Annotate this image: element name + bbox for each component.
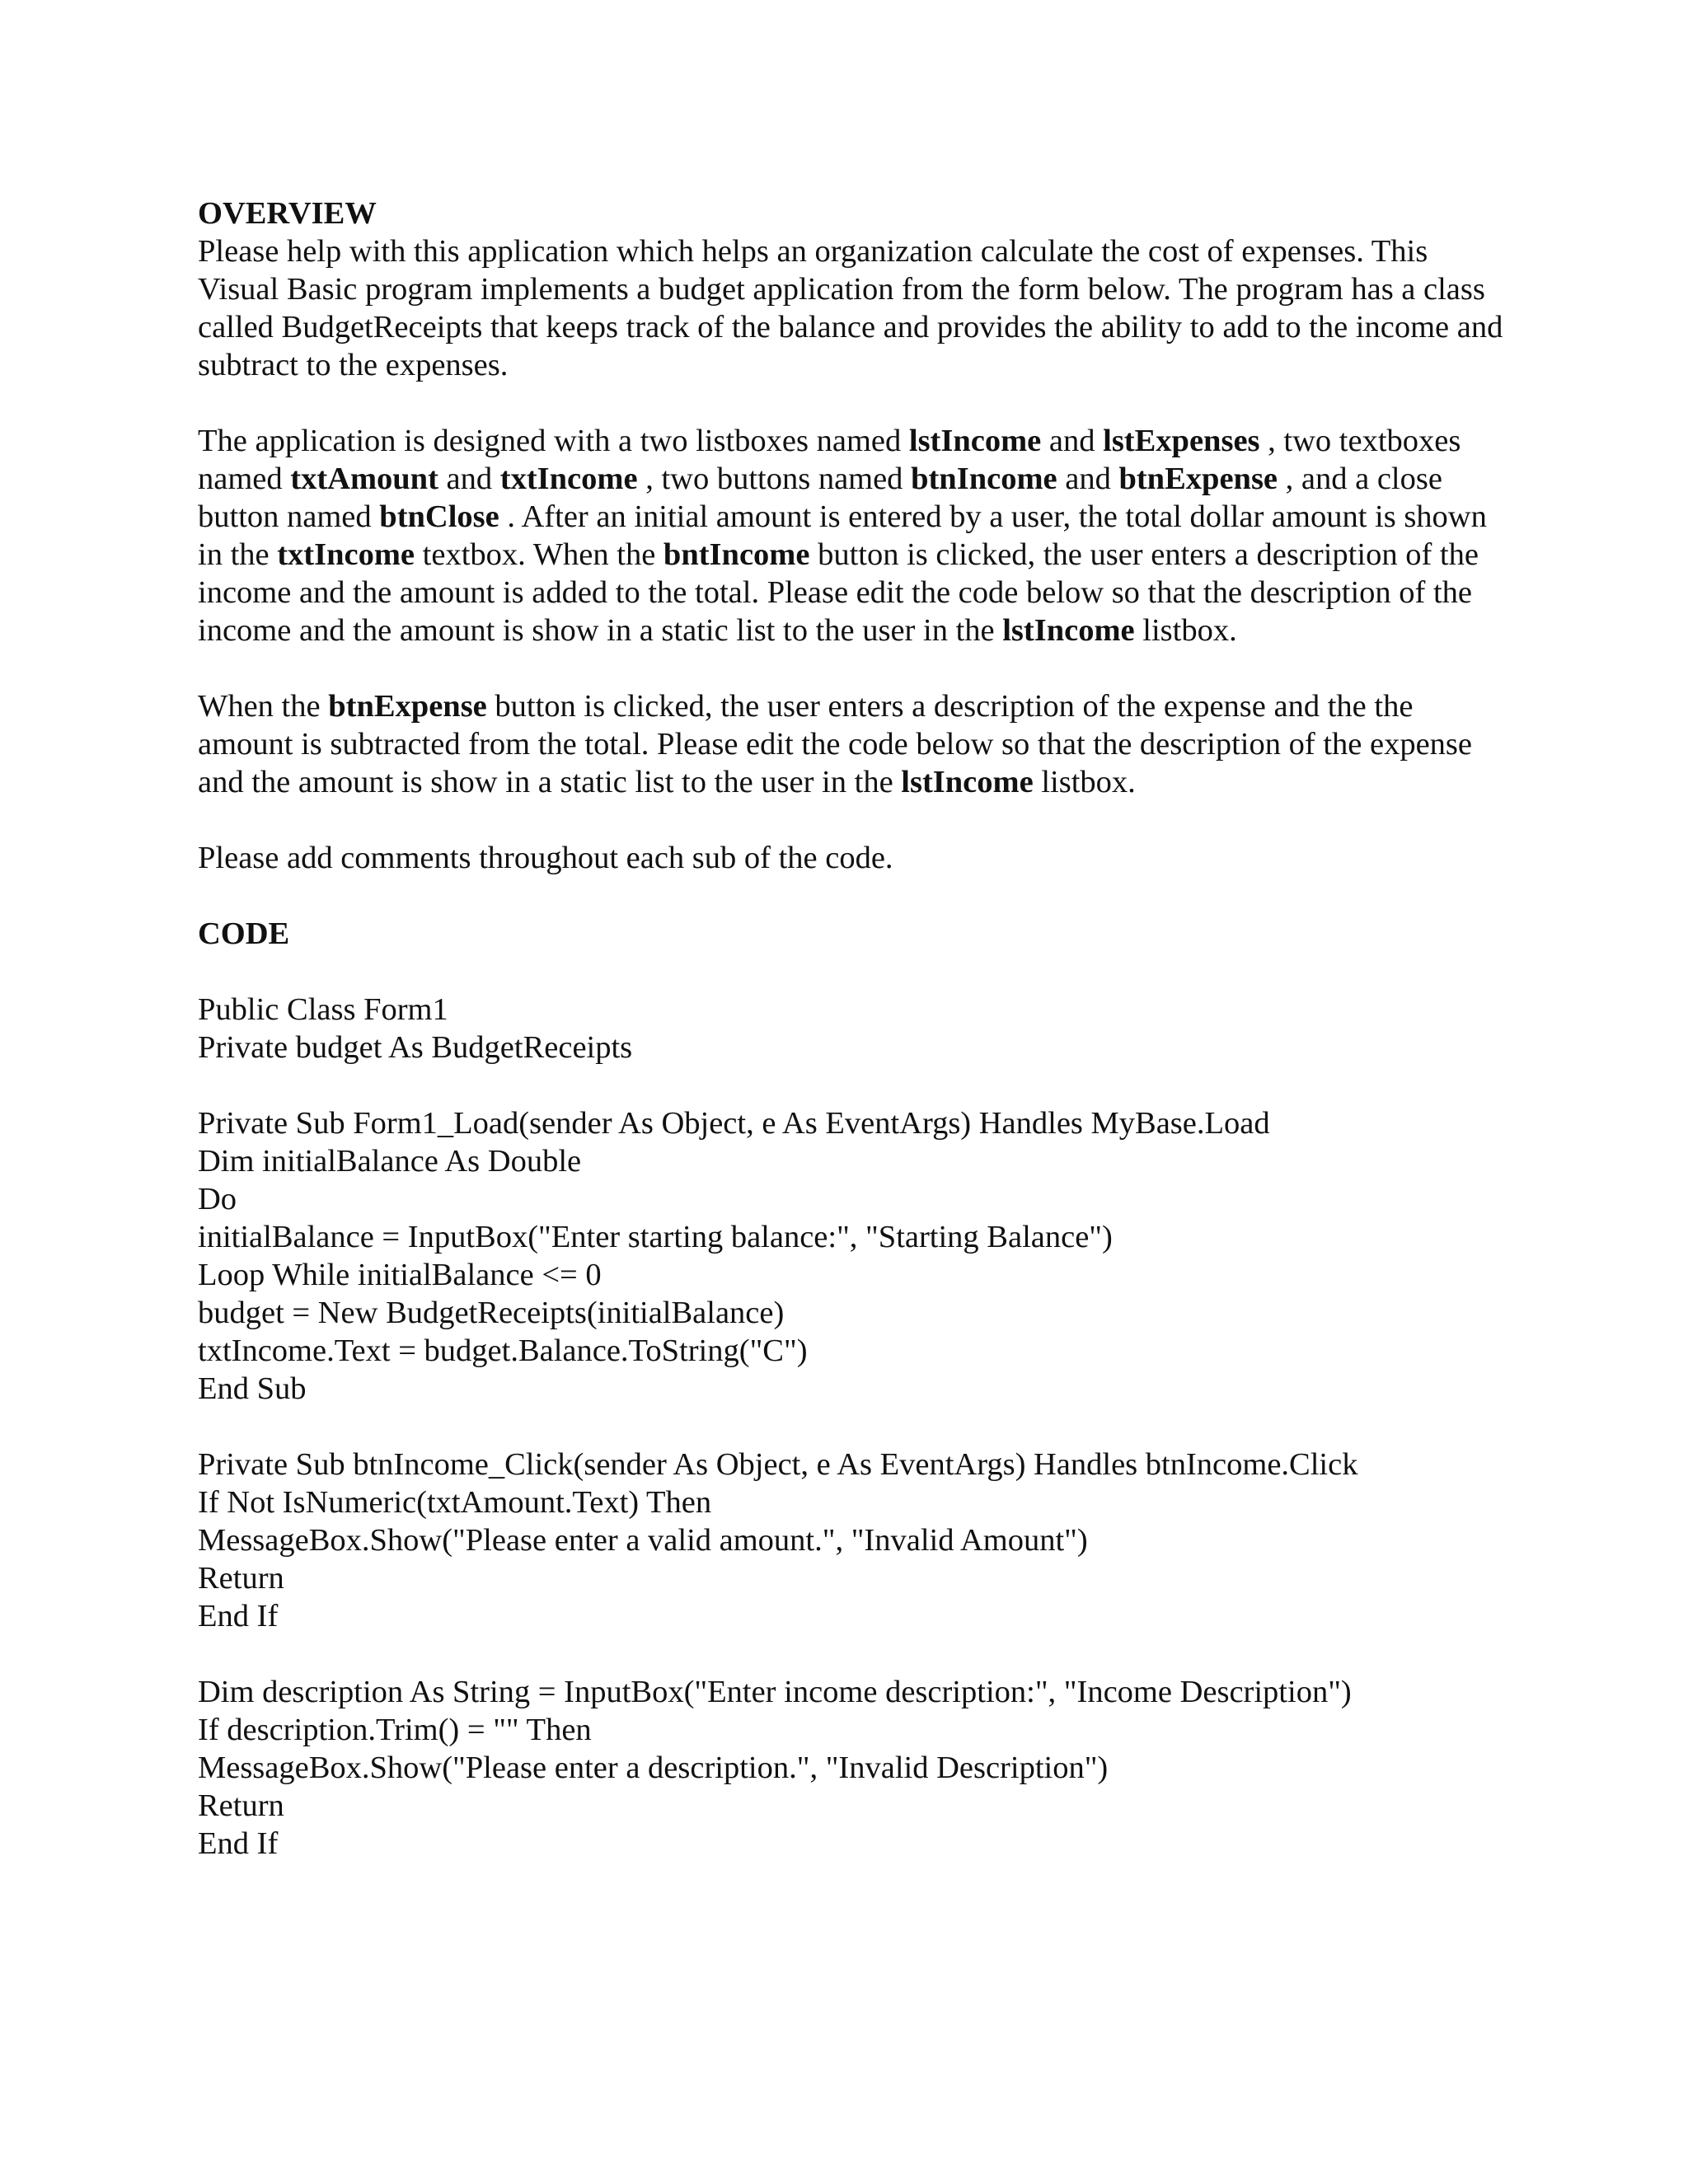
text-run: listbox. [1033, 765, 1136, 799]
text-run: listbox. [1134, 613, 1237, 648]
text-run: The application is designed with a two listboxes named [198, 424, 909, 458]
bold-term: btnIncome [911, 462, 1057, 496]
code-line: End If [198, 1599, 279, 1633]
bold-term: lstIncome [901, 765, 1034, 799]
bold-term: btnExpense [1118, 462, 1278, 496]
code-line: End If [198, 1826, 279, 1861]
code-line: End Sub [198, 1371, 307, 1406]
bold-term: lstIncome [908, 424, 1042, 458]
text-run: and [438, 462, 500, 496]
bold-term: btnClose [379, 499, 499, 534]
text-run: and [1041, 424, 1104, 458]
bold-term: txtAmount [290, 462, 438, 496]
text-run: . After an initial amount is entered by a user, the total dollar amount is shown in the [198, 499, 1487, 572]
code-line: initialBalance = InputBox("Enter starting balance:", "Starting Balance") [198, 1220, 1113, 1254]
code-block-form-load [198, 1104, 1508, 1408]
code-line: Dim description As String = InputBox("Enter income description:", "Income Description") [198, 1675, 1352, 1709]
code-line: If Not IsNumeric(txtAmount.Text) Then [198, 1485, 712, 1520]
text-run: textbox. When the [415, 537, 663, 572]
code-line: budget = New BudgetReceipts(initialBalance) [198, 1296, 785, 1330]
code-line: Private budget As BudgetReceipts [198, 1030, 633, 1065]
code-line: Private Sub Form1_Load(sender As Object, e As EventArgs) Handles MyBase.Load [198, 1106, 1270, 1141]
document-page [198, 194, 1508, 1900]
code-line: If description.Trim() = "" Then [198, 1713, 592, 1747]
bold-term: bntIncome [663, 537, 810, 572]
overview-heading: OVERVIEW [198, 196, 377, 231]
code-line: Dim initialBalance As Double [198, 1144, 582, 1179]
code-line: MessageBox.Show("Please enter a valid amount.", "Invalid Amount") [198, 1523, 1088, 1558]
code-line: Return [198, 1561, 284, 1596]
code-line: Return [198, 1788, 284, 1823]
code-line: txtIncome.Text = budget.Balance.ToString("C") [198, 1333, 808, 1368]
overview-paragraph-3 [198, 687, 1508, 801]
text-run: and [1057, 462, 1119, 496]
code-block-description [198, 1673, 1508, 1863]
code-block-class-header [198, 991, 1508, 1066]
text-run: , two textboxes named [198, 424, 1461, 496]
bold-term: lstIncome [1002, 613, 1135, 648]
code-line: MessageBox.Show("Please enter a description.", "Invalid Description") [198, 1750, 1109, 1785]
text-run: , and a close button named [198, 462, 1442, 534]
bold-term: txtIncome [277, 537, 415, 572]
code-heading: CODE [198, 916, 290, 951]
code-line: Public Class Form1 [198, 992, 448, 1027]
overview-paragraph-2 [198, 422, 1508, 649]
bold-term: btnExpense [328, 689, 487, 724]
text-run: , two buttons named [637, 462, 912, 496]
overview-paragraph-4: Please add comments throughout each sub of the code. [198, 841, 893, 875]
text-run: When the [198, 689, 329, 724]
bold-term: lstExpenses [1103, 424, 1260, 458]
overview-paragraph-1: Please help with this application which helps an organization calculate the cost of expenses. This Visual Basic program implements a budget application from the form below. The program has a class called BudgetReceipts that keeps track of the balance and provides the ability to add to the income and subtract to the expenses. [198, 234, 1503, 382]
code-line: Do [198, 1182, 237, 1216]
text-run: button is clicked, the user enters a description of the income and the amount is added to the total. Please edit the code below so that the description of the income and the amount is show in a static list to the user in the [198, 537, 1479, 648]
code-block-income-click [198, 1446, 1508, 1635]
text-run: button is clicked, the user enters a description of the expense and the the amount is subtracted from the total. Please edit the code below so that the description of the expense and the amount is show in a static list to the user in the [198, 689, 1472, 799]
code-line: Loop While initialBalance <= 0 [198, 1258, 602, 1292]
bold-term: txtIncome [499, 462, 638, 496]
code-line: Private Sub btnIncome_Click(sender As Object, e As EventArgs) Handles btnIncome.Click [198, 1447, 1358, 1482]
